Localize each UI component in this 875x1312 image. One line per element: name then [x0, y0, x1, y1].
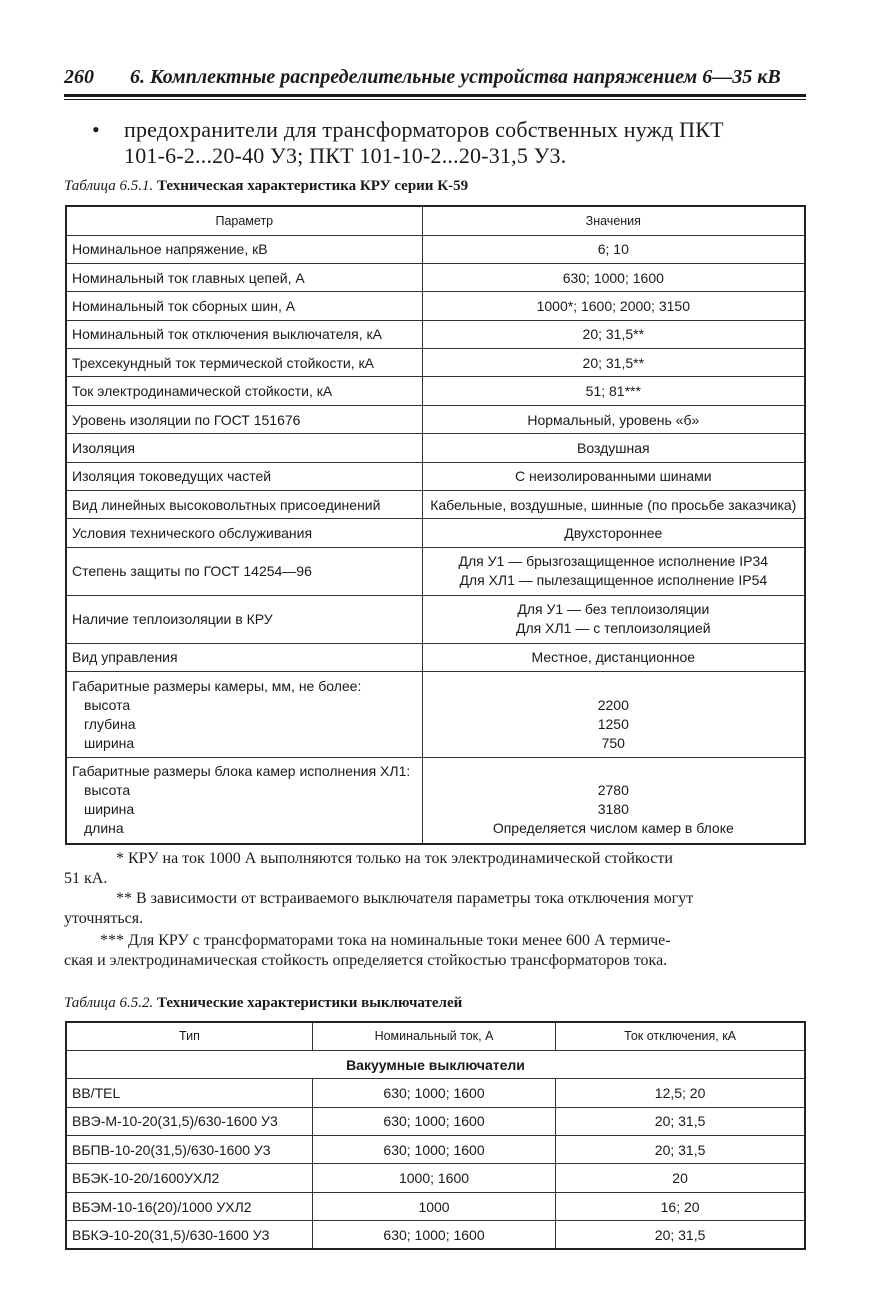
- value-cell: 20; 31,5**: [422, 320, 805, 348]
- value-cell: 51; 81***: [422, 377, 805, 405]
- table2-caption-title: Технические характеристики выключателей: [156, 995, 463, 1011]
- header-rule-thick: [64, 94, 806, 97]
- param-line: длина: [84, 820, 124, 837]
- table2-caption-number: Таблица 6.5.2.: [64, 995, 154, 1011]
- table-row: [66, 405, 805, 433]
- param-cell: [66, 672, 422, 758]
- table-row: [66, 1107, 805, 1135]
- value-line: 3180: [597, 801, 629, 818]
- type-cell: ВБКЭ-10-20(31,5)/630-1600 У3: [66, 1221, 312, 1249]
- value-cell: Местное, дистанционное: [422, 643, 805, 671]
- current-cell: 630; 1000; 1600: [312, 1107, 555, 1135]
- breaking-current-cell: 20; 31,5: [556, 1221, 805, 1249]
- footnote-1-line-2: 51 кА.: [64, 870, 108, 887]
- param-line: глубина: [84, 715, 136, 732]
- breaking-current-cell: 20; 31,5: [556, 1136, 805, 1164]
- param-cell: Изоляция токоведущих частей: [66, 462, 422, 490]
- value-cell: 6; 10: [422, 235, 805, 263]
- header-rule-thin: [64, 99, 806, 100]
- page-number: 260: [64, 66, 94, 88]
- table-row: [66, 547, 805, 595]
- breaking-current-cell: 12,5; 20: [556, 1079, 805, 1107]
- value-line: Для ХЛ1 — пылезащищенное исполнение IP54: [459, 572, 768, 589]
- value-cell: Нормальный, уровень «б»: [422, 405, 805, 433]
- value-cell: [422, 547, 805, 595]
- column-header: Параметр: [66, 206, 422, 235]
- value-cell: [422, 672, 805, 758]
- spec-table: [65, 205, 806, 845]
- breaking-current-cell: 16; 20: [556, 1192, 805, 1220]
- table-row: [66, 462, 805, 490]
- footnote-3-line-2: ская и электродинамическая стойкость определяется стойкостью трансформаторов тока.: [64, 952, 668, 969]
- param-line: высота: [84, 696, 131, 713]
- value-line: 1250: [597, 715, 629, 732]
- param-cell: Наличие теплоизоляции в КРУ: [66, 595, 422, 643]
- value-cell: 20; 31,5**: [422, 349, 805, 377]
- param-cell: Номинальное напряжение, кВ: [66, 235, 422, 263]
- param-cell: Номинальный ток отключения выключателя, кА: [66, 320, 422, 348]
- bullet-line-1: предохранители для трансформаторов собственных нужд ПКТ: [124, 117, 724, 142]
- value-line: [428, 677, 799, 696]
- running-header: [64, 64, 806, 90]
- column-header: Номинальный ток, А: [312, 1022, 555, 1050]
- param-cell: [66, 758, 422, 844]
- table-row: [66, 349, 805, 377]
- value-line: Для У1 — брызгозащищенное исполнение IP34: [458, 553, 769, 570]
- table-row: [66, 377, 805, 405]
- table-row: [66, 1164, 805, 1192]
- param-cell: Изоляция: [66, 434, 422, 462]
- footnote-2-line-1: ** В зависимости от встраиваемого выключателя параметры тока отключения могут: [116, 890, 694, 907]
- current-cell: 1000: [312, 1192, 555, 1220]
- column-header: Ток отключения, кА: [556, 1022, 805, 1050]
- table-row: [66, 1221, 805, 1249]
- current-cell: 630; 1000; 1600: [312, 1079, 555, 1107]
- table1-caption-title: Техническая характеристика КРУ серии К-59: [156, 178, 469, 194]
- breaking-current-cell: 20; 31,5: [556, 1107, 805, 1135]
- param-cell: Степень защиты по ГОСТ 14254—96: [66, 547, 422, 595]
- param-line: Габаритные размеры блока камер исполнения ХЛ1:: [72, 763, 411, 780]
- value-cell: 630; 1000; 1600: [422, 263, 805, 291]
- table2-caption: [64, 995, 462, 1012]
- breakers-table: [65, 1021, 806, 1250]
- value-cell: Воздушная: [422, 434, 805, 462]
- group-heading: Вакуумные выключатели: [66, 1050, 805, 1078]
- table-row: [66, 263, 805, 291]
- param-cell: Уровень изоляции по ГОСТ 151676: [66, 405, 422, 433]
- value-line: 2780: [597, 782, 629, 799]
- type-cell: ВБЭК-10-20/1600УХЛ2: [66, 1164, 312, 1192]
- group-row: [66, 1050, 805, 1078]
- param-line: Габаритные размеры камеры, мм, не более:: [72, 677, 362, 694]
- table1-caption: [64, 178, 468, 195]
- table-row: [66, 320, 805, 348]
- param-line: ширина: [84, 801, 135, 818]
- table1-caption-number: Таблица 6.5.1.: [64, 178, 154, 194]
- footnote-2-line-2: уточняться.: [64, 910, 144, 927]
- current-cell: 630; 1000; 1600: [312, 1221, 555, 1249]
- value-line: [428, 762, 799, 781]
- param-cell: Вид линейных высоковольтных присоединений: [66, 491, 422, 519]
- current-cell: 630; 1000; 1600: [312, 1136, 555, 1164]
- footnote-3-line-1: *** Для КРУ с трансформаторами тока на номинальные токи менее 600 А термиче-: [100, 932, 671, 949]
- type-cell: ВВЭ-М-10-20(31,5)/630-1600 У3: [66, 1107, 312, 1135]
- table-row: [66, 519, 805, 547]
- value-cell: 1000*; 1600; 2000; 3150: [422, 292, 805, 320]
- param-cell: Ток электродинамической стойкости, кА: [66, 377, 422, 405]
- column-header: Тип: [66, 1022, 312, 1050]
- value-cell: [422, 758, 805, 844]
- value-line: Определяется числом камер в блоке: [492, 820, 734, 837]
- column-header: Значения: [422, 206, 805, 235]
- param-cell: Номинальный ток сборных шин, А: [66, 292, 422, 320]
- table-row: [66, 292, 805, 320]
- type-cell: ВБПВ-10-20(31,5)/630-1600 У3: [66, 1136, 312, 1164]
- table-row: [66, 672, 805, 758]
- table-row: [66, 1079, 805, 1107]
- table-row: [66, 491, 805, 519]
- value-cell: Двухстороннее: [422, 519, 805, 547]
- table-row: [66, 235, 805, 263]
- value-cell: Кабельные, воздушные, шинные (по просьбе заказчика): [422, 491, 805, 519]
- value-cell: [422, 595, 805, 643]
- table-row: [66, 643, 805, 671]
- value-line: Для ХЛ1 — с теплоизоляцией: [516, 620, 711, 637]
- bullet-icon: •: [92, 117, 100, 142]
- breaking-current-cell: 20: [556, 1164, 805, 1192]
- param-line: высота: [84, 782, 131, 799]
- table-row: [66, 595, 805, 643]
- value-cell: С неизолированными шинами: [422, 462, 805, 490]
- param-cell: Номинальный ток главных цепей, А: [66, 263, 422, 291]
- param-line: ширина: [84, 734, 135, 751]
- value-line: 750: [601, 734, 625, 751]
- type-cell: ВВ/TEL: [66, 1079, 312, 1107]
- chapter-title: 6. Комплектные распределительные устройства напряжением 6—35 кВ: [130, 66, 781, 88]
- param-cell: Вид управления: [66, 643, 422, 671]
- table-header-row: [66, 1022, 805, 1050]
- footnote-1-line-1: * КРУ на ток 1000 А выполняются только на ток электродинамической стойкости: [116, 850, 673, 867]
- table-row: [66, 758, 805, 844]
- bullet-line-2: 101-6-2...20-40 У3; ПКТ 101-10-2...20-31,5 У3.: [124, 143, 567, 168]
- value-line: Для У1 — без теплоизоляции: [517, 601, 710, 618]
- table-row: [66, 1136, 805, 1164]
- table-row: [66, 434, 805, 462]
- type-cell: ВБЭМ-10-16(20)/1000 УХЛ2: [66, 1192, 312, 1220]
- param-cell: Трехсекундный ток термической стойкости, кА: [66, 349, 422, 377]
- param-cell: Условия технического обслуживания: [66, 519, 422, 547]
- current-cell: 1000; 1600: [312, 1164, 555, 1192]
- value-line: 2200: [597, 696, 629, 713]
- table-header-row: [66, 206, 805, 235]
- table-row: [66, 1192, 805, 1220]
